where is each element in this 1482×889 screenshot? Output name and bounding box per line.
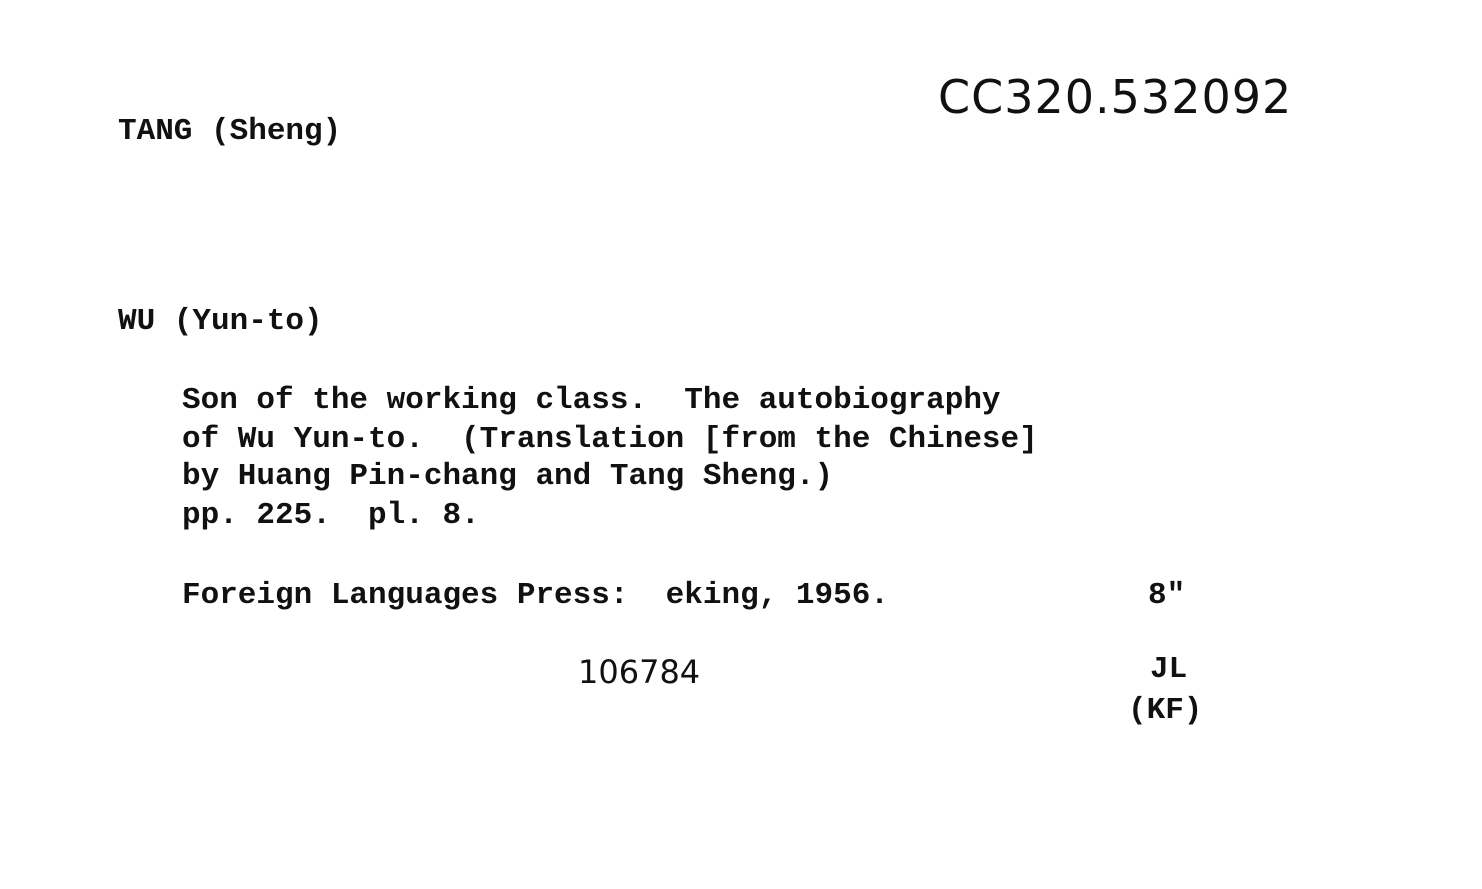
size-notation: 8": [1148, 578, 1186, 613]
main-heading: WU (Yun-to): [118, 304, 323, 339]
description-line: pp. 225. pl. 8.: [182, 498, 480, 533]
secondary-heading: TANG (Sheng): [118, 114, 342, 149]
accession-number: 106784: [578, 653, 701, 691]
description-line: of Wu Yun-to. (Translation [from the Chinese]: [182, 422, 1038, 457]
description-line: Son of the working class. The autobiography: [182, 383, 1001, 418]
cataloguer-initials: JL: [1150, 652, 1188, 687]
class-number: CC320.532092: [938, 70, 1293, 124]
imprint: Foreign Languages Press: eking, 1956.: [182, 578, 889, 613]
cataloguer-initials-secondary: (KF): [1128, 693, 1203, 728]
description-line: by Huang Pin-chang and Tang Sheng.): [182, 459, 834, 494]
